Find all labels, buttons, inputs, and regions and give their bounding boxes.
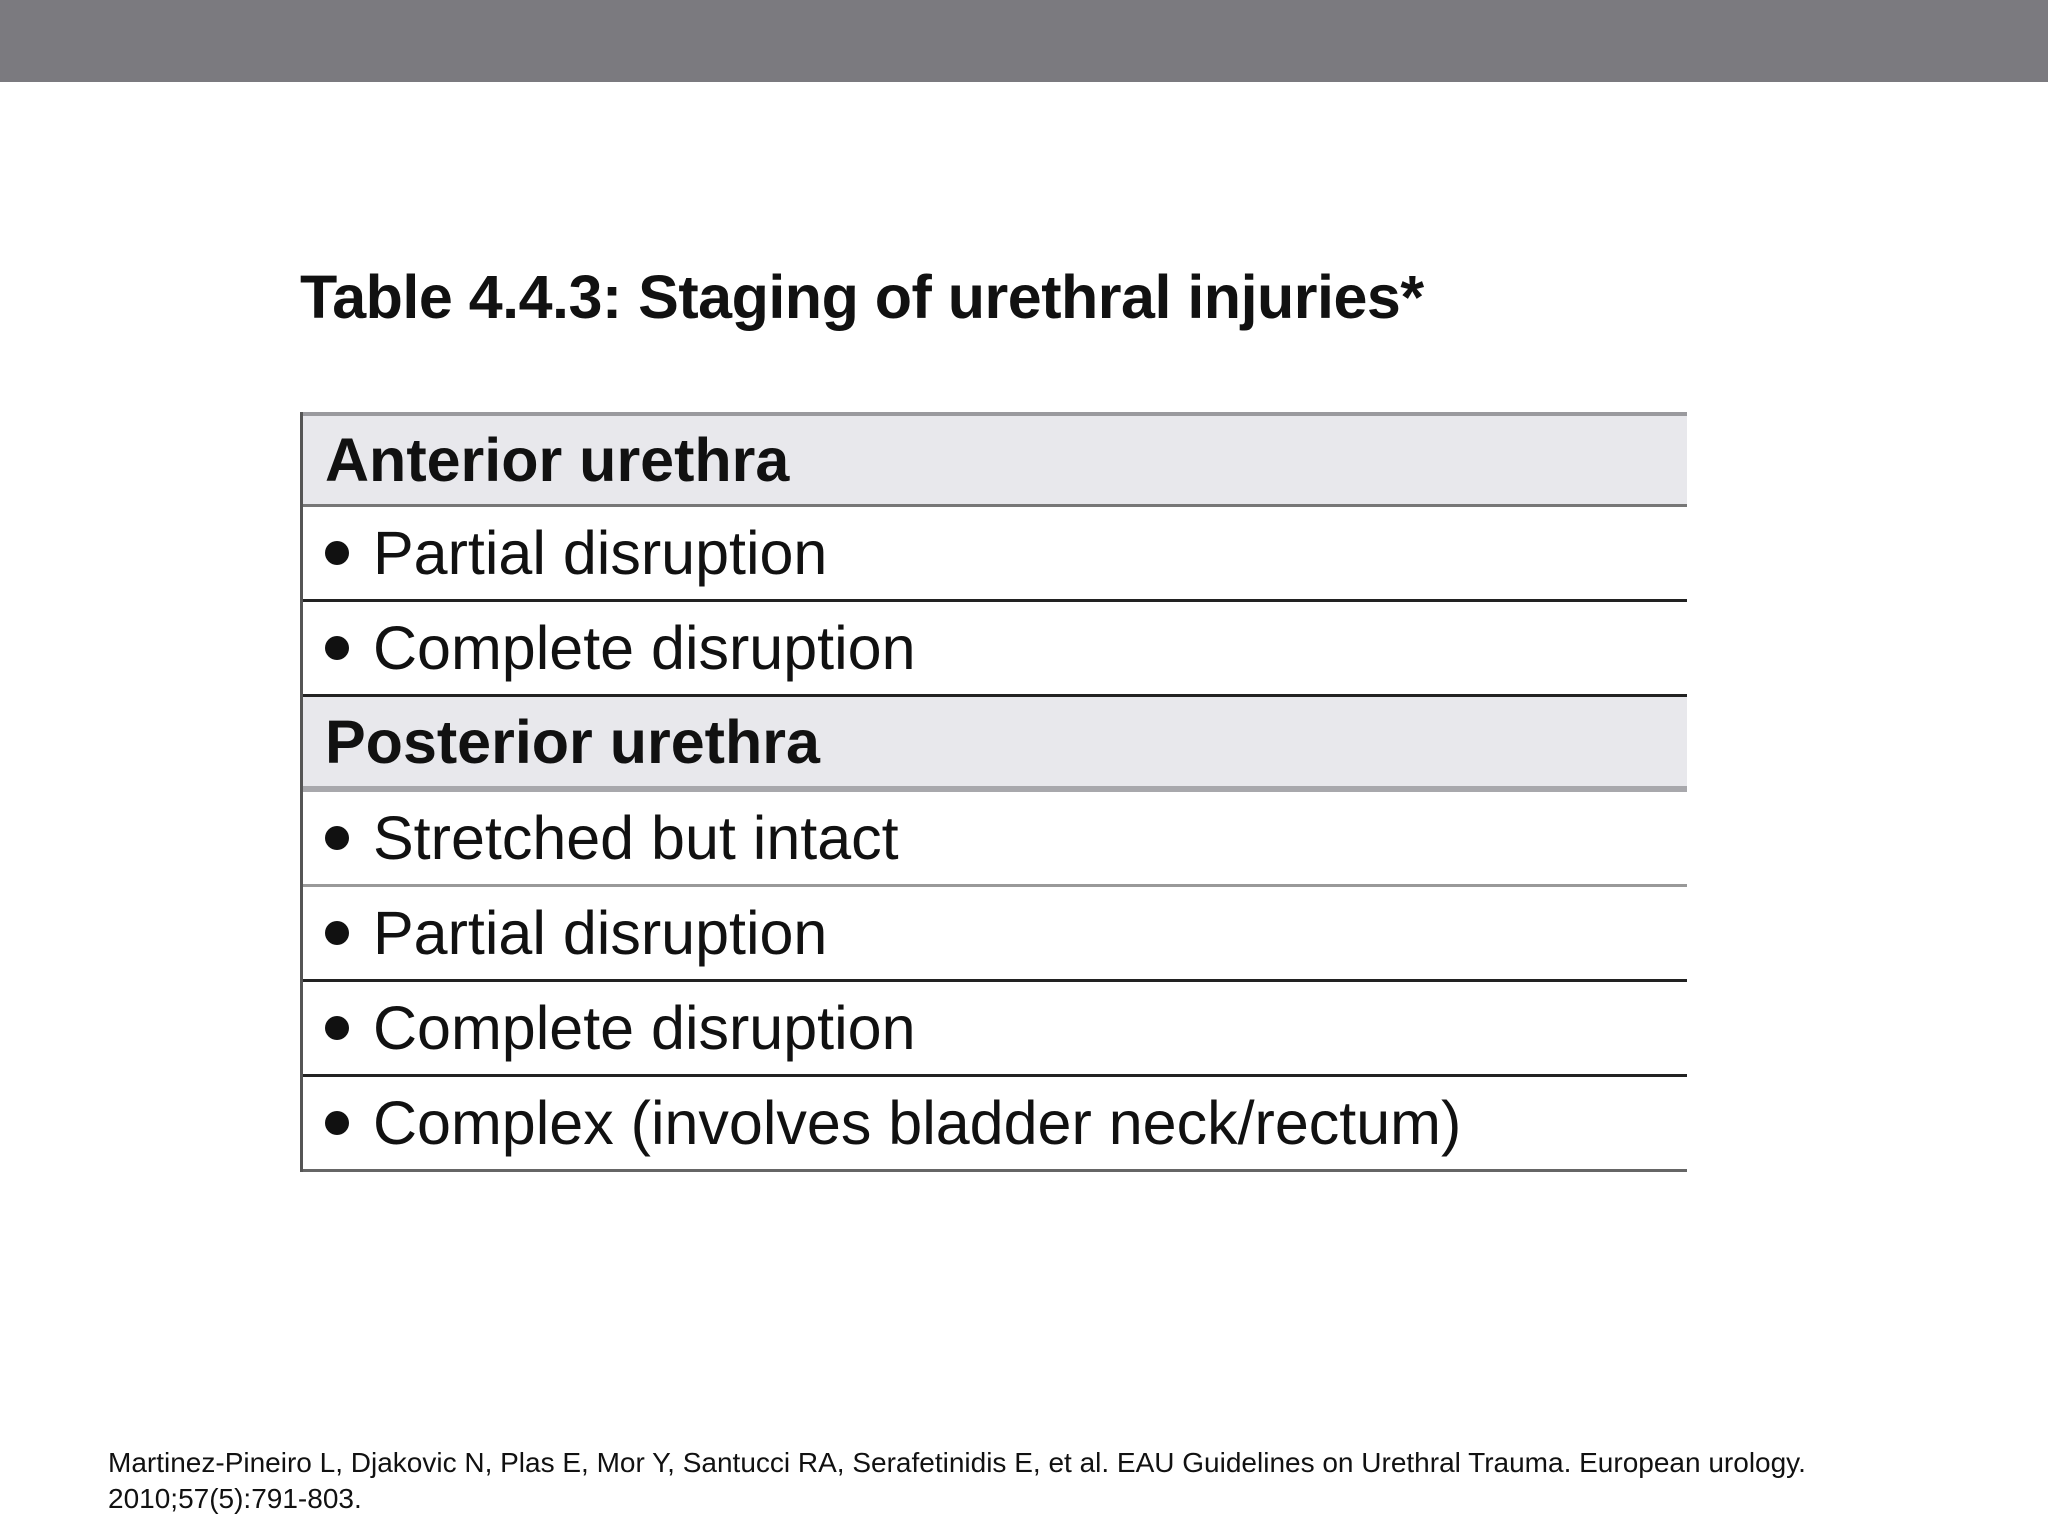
table-row [303,792,1687,887]
table-row [303,602,1687,697]
bullet-icon [325,1016,349,1040]
row-label: Partial disruption [373,519,828,587]
row-label: Complete disruption [373,614,916,682]
bullet-icon [325,1111,349,1135]
table-row [303,982,1687,1077]
bullet-icon [325,826,349,850]
section-header-anterior [303,412,1687,507]
top-bar [0,0,2048,82]
table-row [303,887,1687,982]
row-label: Complete disruption [373,994,916,1062]
section-header-posterior [303,697,1687,792]
row-label: Partial disruption [373,899,828,967]
table-row [303,1077,1687,1172]
row-label: Stretched but intact [373,804,899,872]
citation: Martinez-Pineiro L, Djakovic N, Plas E, Mor Y, Santucci RA, Serafetinidis E, et al. EAU Guidelines on Urethral Trauma. European urology. 2010;57(5):791-803. [108,1447,1806,1514]
bullet-icon [325,541,349,565]
staging-table [300,412,1687,1172]
bullet-icon [325,636,349,660]
bullet-icon [325,921,349,945]
table-row [303,507,1687,602]
section-header-label: Anterior urethra [325,426,790,494]
section-header-label: Posterior urethra [325,707,820,776]
row-label: Complex (involves bladder neck/rectum) [373,1089,1462,1157]
table-title: Table 4.4.3: Staging of urethral injuries* [300,263,1424,331]
